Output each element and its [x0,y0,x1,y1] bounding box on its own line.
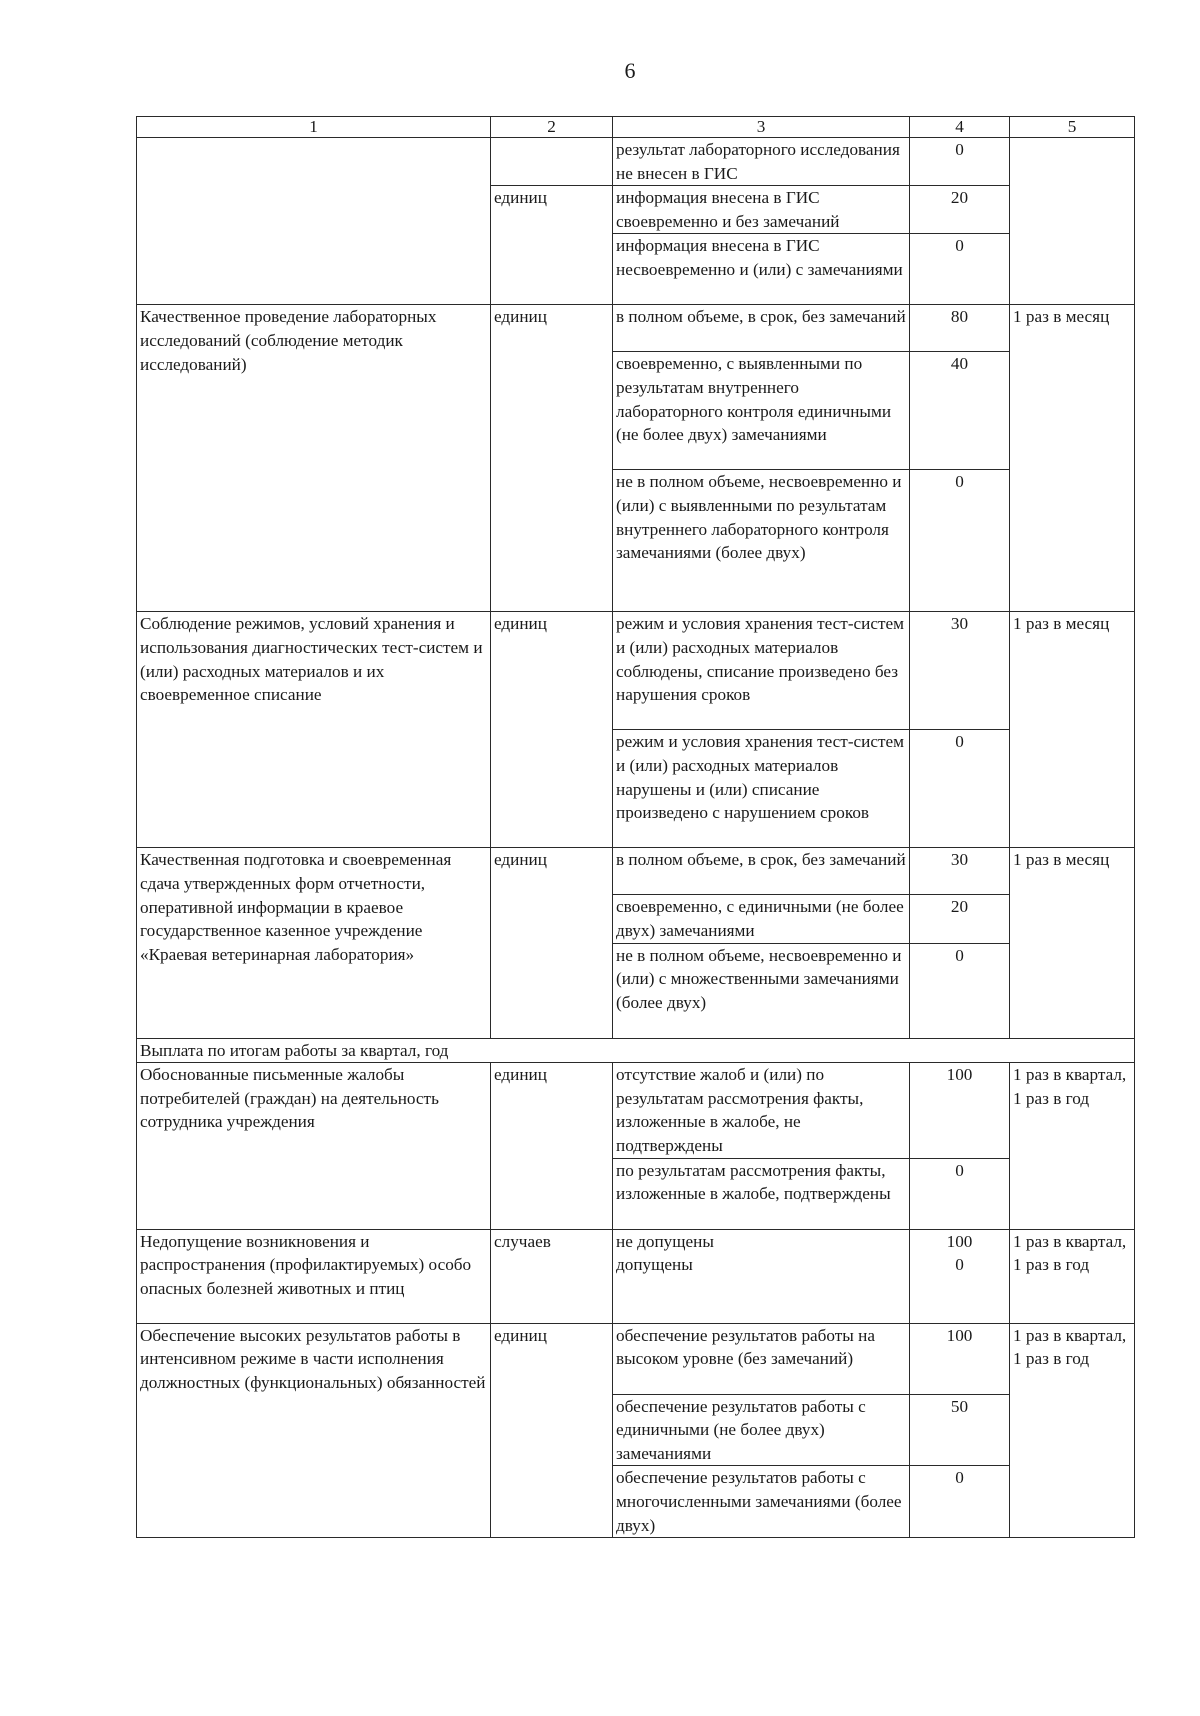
criterion-name: Недопущение возникновения и распространения (профилактируемых) особо опасных болезней животных и птиц [137,1229,491,1323]
section-title: Выплата по итогам работы за квартал, год [137,1038,1135,1063]
period-cell: 1 раз в квартал, 1 раз в год [1010,1229,1135,1323]
criterion-name: Обеспечение высоких результатов работы в интенсивном режиме в части исполнения должностных (функциональных) обязанностей [137,1323,491,1538]
criterion-name: Соблюдение режимов, условий хранения и использования диагностических тест-систем и (или) расходных материалов и их своевременное списание [137,612,491,848]
period-cell: 1 раз в месяц [1010,305,1135,612]
criterion-name: Качественная подготовка и своевременная сдача утвержденных форм отчетности, оперативной информации в краевое государственное казенное учреждение «Краевая ветеринарная лаборатория» [137,848,491,1038]
unit-cell: единиц [491,1063,613,1229]
condition-text: не допущены [613,1229,910,1253]
period-cell: 1 раз в квартал, 1 раз в год [1010,1063,1135,1229]
score-value: 0 [910,138,1010,186]
score-value: 0 [910,1158,1010,1229]
page-number: 6 [624,58,636,83]
score-value: 40 [910,352,1010,470]
score-value: 0 [910,1253,1010,1323]
table-row [137,1229,1135,1253]
score-value: 30 [910,848,1010,895]
period-cell: 1 раз в месяц [1010,848,1135,1038]
condition-text: результат лабораторного исследования не внесен в ГИС [613,138,910,186]
header-cell: 3 [613,117,910,138]
condition-text: своевременно, с выявленными по результатам внутреннего лабораторного контроля единичными (не более двух) замечаниями [613,352,910,470]
unit-cell: единиц [491,612,613,848]
score-value: 0 [910,1466,1010,1538]
condition-text: не в полном объеме, несвоевременно и (или) с множественными замечаниями (более двух) [613,943,910,1038]
table-row [137,138,1135,186]
score-value: 0 [910,470,1010,612]
criterion-name [137,138,491,305]
unit-cell: случаев [491,1229,613,1323]
condition-text: обеспечение результатов работы с единичными (не более двух) замечаниями [613,1394,910,1466]
score-value: 0 [910,730,1010,848]
condition-text: информация внесена в ГИС своевременно и без замечаний [613,186,910,234]
condition-text: обеспечение результатов работы с многочисленными замечаниями (более двух) [613,1466,910,1538]
score-value: 0 [910,234,1010,305]
score-value: 0 [910,943,1010,1038]
table-row [137,612,1135,730]
table-row [137,848,1135,895]
condition-text: в полном объеме, в срок, без замечаний [613,848,910,895]
header-cell: 5 [1010,117,1135,138]
table-row [137,1063,1135,1158]
header-cell: 4 [910,117,1010,138]
score-value: 80 [910,305,1010,352]
score-value: 50 [910,1394,1010,1466]
unit-cell: единиц [491,305,613,612]
unit-cell: единиц [491,186,613,305]
unit-cell: единиц [491,848,613,1038]
condition-text: допущены [613,1253,910,1323]
condition-text: не в полном объеме, несвоевременно и (или) с выявленными по результатам внутреннего лабораторного контроля замечаниями (более двух) [613,470,910,612]
condition-text: своевременно, с единичными (не более двух) замечаниями [613,895,910,943]
period-cell: 1 раз в месяц [1010,612,1135,848]
condition-text: в полном объеме, в срок, без замечаний [613,305,910,352]
table-row [137,1323,1135,1394]
unit-cell: единиц [491,1323,613,1538]
condition-text: обеспечение результатов работы на высоком уровне (без замечаний) [613,1323,910,1394]
score-value: 100 [910,1229,1010,1253]
criterion-name: Обоснованные письменные жалобы потребителей (граждан) на деятельность сотрудника учреждения [137,1063,491,1229]
score-value: 20 [910,895,1010,943]
condition-text: режим и условия хранения тест-систем и (или) расходных материалов нарушены и (или) списание произведено с нарушением сроков [613,730,910,848]
unit-cell [491,138,613,186]
condition-text: отсутствие жалоб и (или) по результатам рассмотрения факты, изложенные в жалобе, не подтверждены [613,1063,910,1158]
section-row [137,1038,1135,1063]
criteria-table [136,116,1135,1538]
condition-text: информация внесена в ГИС несвоевременно и (или) с замечаниями [613,234,910,305]
period-cell [1010,138,1135,305]
period-cell: 1 раз в квартал, 1 раз в год [1010,1323,1135,1538]
table-row [137,305,1135,352]
condition-text: по результатам рассмотрения факты, изложенные в жалобе, подтверждены [613,1158,910,1229]
score-value: 30 [910,612,1010,730]
criterion-name: Качественное проведение лабораторных исследований (соблюдение методик исследований) [137,305,491,612]
score-value: 20 [910,186,1010,234]
header-row [137,117,1135,138]
score-value: 100 [910,1323,1010,1394]
score-value: 100 [910,1063,1010,1158]
header-cell: 1 [137,117,491,138]
header-cell: 2 [491,117,613,138]
condition-text: режим и условия хранения тест-систем и (или) расходных материалов соблюдены, списание произведено без нарушения сроков [613,612,910,730]
